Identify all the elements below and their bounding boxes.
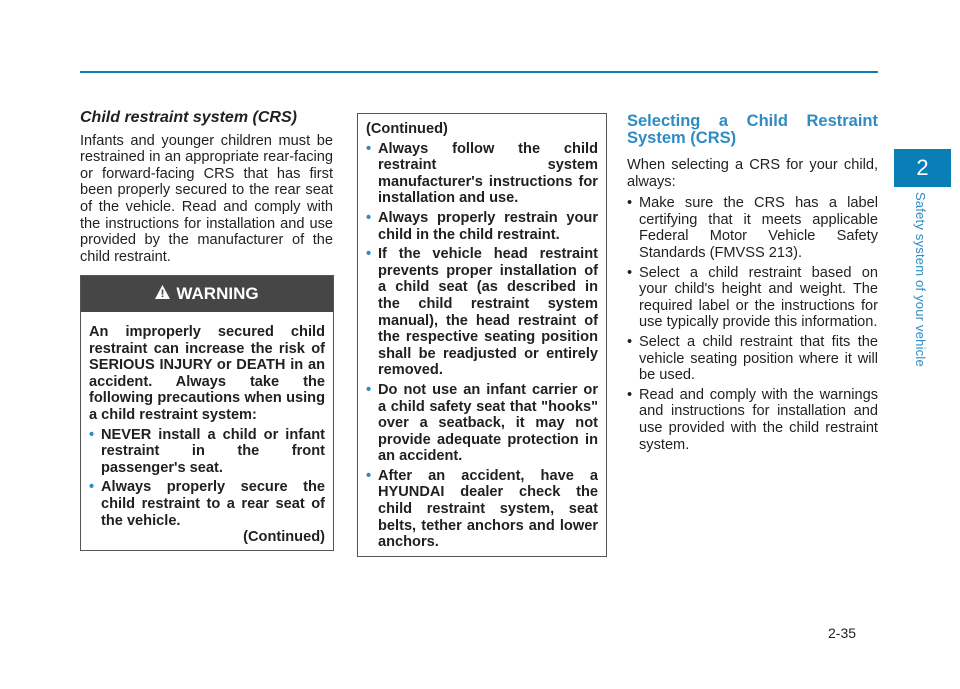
continued-label: (Continued) xyxy=(366,121,448,137)
warning-continued-box xyxy=(357,113,607,557)
list-item: • Always properly secure the child restraint to a rear seat of the vehicle. xyxy=(89,479,325,529)
right-column xyxy=(627,113,878,453)
list-item: • Select a child restraint that fits the vehicle seating position where it will be used. xyxy=(627,333,878,384)
left-column xyxy=(80,110,333,265)
list-item: • Always follow the child restraint system manufacturer's instructions for installation and use. xyxy=(366,140,598,207)
warning-header xyxy=(81,276,333,312)
page-number: 2-35 xyxy=(828,625,857,641)
top-rule xyxy=(80,71,878,73)
list-item: • NEVER install a child or infant restraint in the front passenger's seat. xyxy=(89,426,325,476)
list-item: • If the vehicle head restraint prevents proper installation of a child seat (as described in the child restraint system manual), the head restraint of the respective seating position shall be readjusted or entirely removed. xyxy=(366,246,598,379)
intro-paragraph: When selecting a CRS for your child, always: xyxy=(627,157,878,190)
list-item: • After an accident, have a HYUNDAI dealer check the child restraint system, seat belts, tether anchors and lower anchors. xyxy=(366,467,598,551)
chapter-title: Safety system of your vehicle xyxy=(913,192,928,367)
list-item: • Select a child restraint based on your child's height and weight. The required label or the instructions for use typically provide this information. xyxy=(627,264,878,331)
warning-triangle-icon xyxy=(155,284,170,304)
list-item: • Read and comply with the warnings and instructions for installation and use provided with the child restraint system. xyxy=(627,386,878,453)
list-item: • Do not use an infant carrier or a child safety seat that "hooks" over a seatback, it may not provide adequate protection in an accident. xyxy=(366,381,598,465)
list-item: • Always properly restrain your child in the child restraint. xyxy=(366,209,598,243)
warning-label: WARNING xyxy=(176,284,259,303)
list-item: • Make sure the CRS has a label certifying that it meets applicable Federal Motor Vehicle Safety Standards (FMVSS 213). xyxy=(627,195,878,261)
warning-box xyxy=(80,275,334,551)
body-paragraph: Infants and younger children must be restrained in an appropriate rear-facing or forward-facing CRS that has first been properly secured to the rear seat of the vehicle. Read and comply with the instructions for installation and use provided by the manufacturer of the child restraint. xyxy=(80,132,333,265)
warning-intro: An improperly secured child restraint can increase the risk of SERIOUS INJURY or DEATH in an accident. Always take the following precautions when using a child restraint system: xyxy=(89,324,325,423)
continued-label: (Continued) xyxy=(243,529,325,546)
section-title: Selecting a Child Restraint System (CRS) xyxy=(627,112,878,147)
section-title: Child restraint system (CRS) xyxy=(80,109,297,126)
chapter-tab: 2 xyxy=(894,149,951,187)
